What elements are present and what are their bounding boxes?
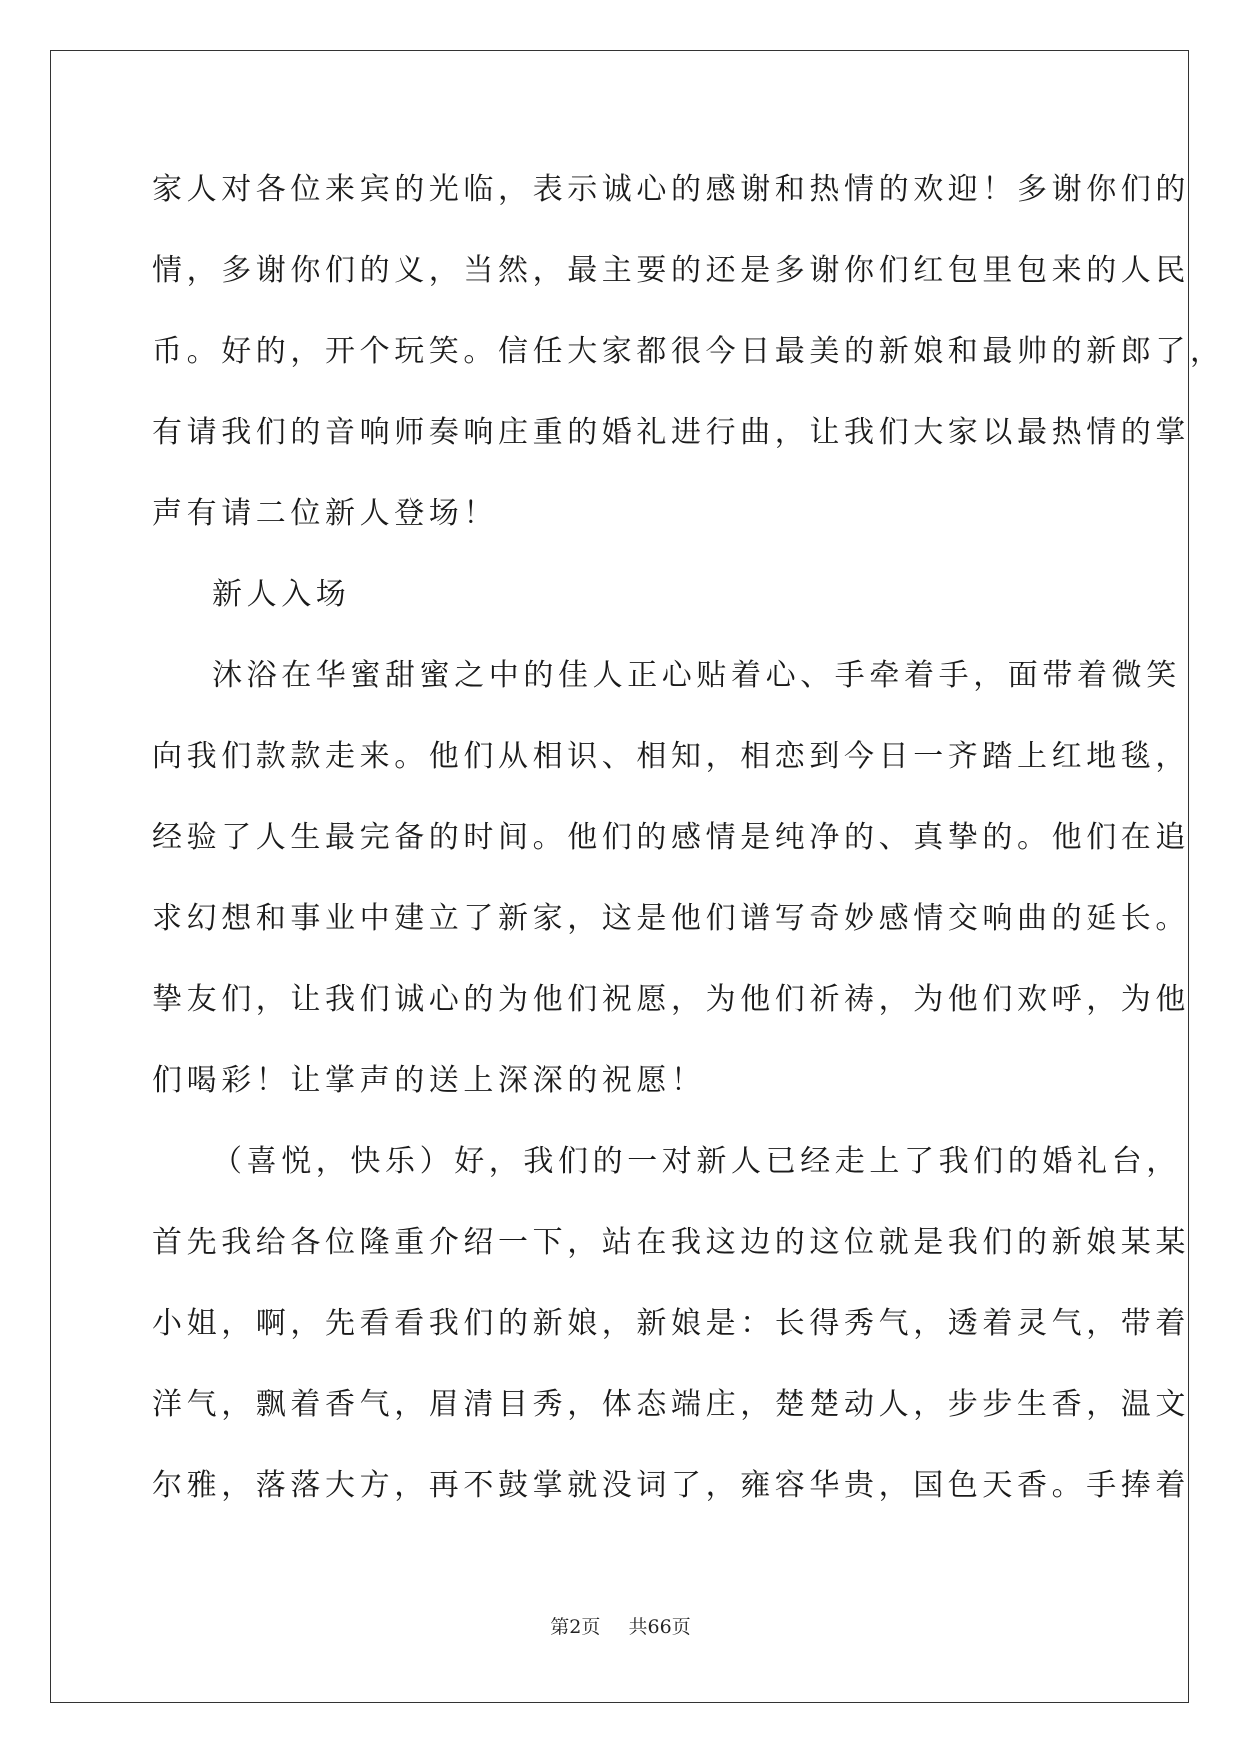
text-line: 挚友们，让我们诚心的为他们祝愿，为他们祈祷，为他们欢呼，为他 xyxy=(152,982,1190,1017)
text-line: 小姐，啊，先看看我们的新娘，新娘是：长得秀气，透着灵气，带着 xyxy=(152,1306,1190,1341)
text-line: 经验了人生最完备的时间。他们的感情是纯净的、真挚的。他们在追 xyxy=(152,820,1190,855)
text-line: 沐浴在华蜜甜蜜之中的佳人正心贴着心、手牵着手，面带着微笑 xyxy=(212,658,1181,693)
text-line: 有请我们的音响师奏响庄重的婚礼进行曲，让我们大家以最热情的掌 xyxy=(152,415,1190,450)
page-footer xyxy=(0,1612,1241,1639)
section-heading: 新人入场 xyxy=(212,577,351,612)
text-line: 们喝彩！让掌声的送上深深的祝愿！ xyxy=(152,1063,706,1098)
page-number: 第2页 xyxy=(550,1616,601,1638)
text-line: 洋气，飘着香气，眉清目秀，体态端庄，楚楚动人，步步生香，温文 xyxy=(152,1387,1190,1422)
text-line: 首先我给各位隆重介绍一下，站在我这边的这位就是我们的新娘某某 xyxy=(152,1225,1190,1260)
text-line: 求幻想和事业中建立了新家，这是他们谱写奇妙感情交响曲的延长。 xyxy=(152,901,1190,936)
text-line: 向我们款款走来。他们从相识、相知，相恋到今日一齐踏上红地毯， xyxy=(152,739,1190,774)
page-total: 共66页 xyxy=(628,1616,691,1638)
text-line: 声有请二位新人登场！ xyxy=(152,496,498,531)
text-line: （喜悦，快乐）好，我们的一对新人已经走上了我们的婚礼台， xyxy=(212,1144,1181,1179)
document-body xyxy=(152,160,1225,1537)
text-line: 币。好的，开个玩笑。信任大家都很今日最美的新娘和最帅的新郎了， xyxy=(152,334,1225,369)
text-line: 家人对各位来宾的光临，表示诚心的感谢和热情的欢迎！多谢你们的 xyxy=(152,172,1190,207)
text-line: 尔雅，落落大方，再不鼓掌就没词了，雍容华贵，国色天香。手捧着 xyxy=(152,1468,1190,1503)
text-line: 情，多谢你们的义，当然，最主要的还是多谢你们红包里包来的人民 xyxy=(152,253,1190,288)
